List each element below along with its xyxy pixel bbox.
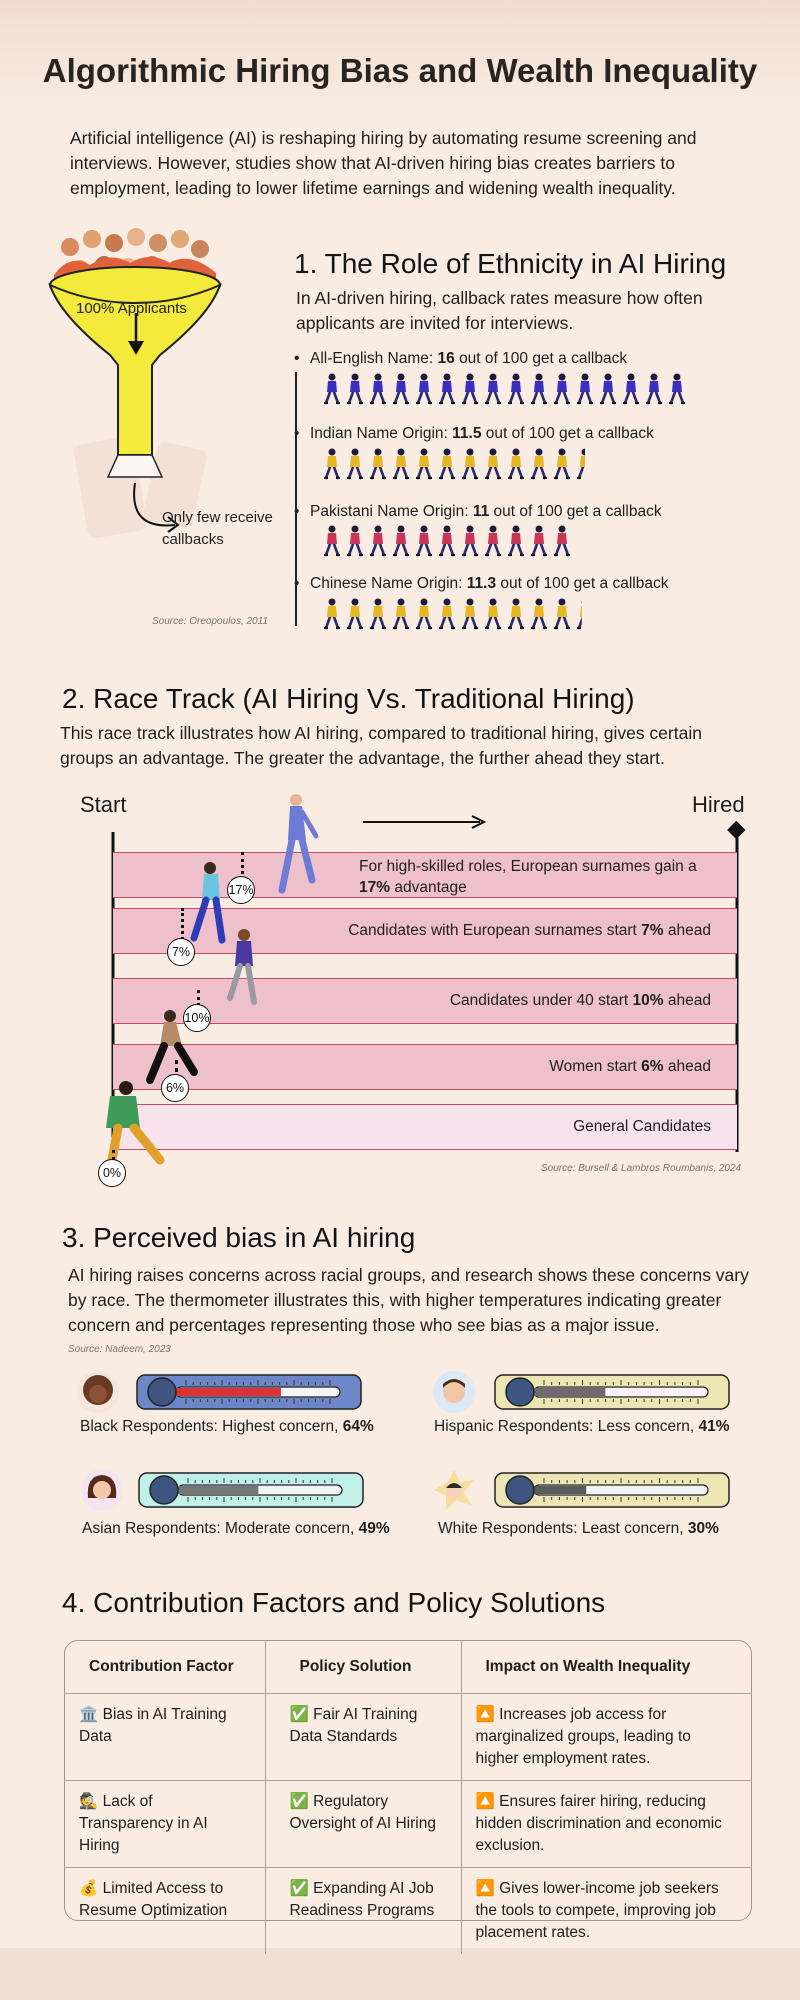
marker-line-17 [241, 852, 244, 874]
table-cell: 🔼 Ensures fairer hiring, reducing hidden discrimination and economic exclusion. [461, 1780, 751, 1867]
funnel-label: 100% Applicants [76, 300, 187, 317]
table-cell: 💰 Limited Access to Resume Optimization [65, 1867, 265, 1954]
thermometer-bulb [150, 1476, 178, 1504]
column-header: Contribution Factor [65, 1641, 265, 1693]
table-cell: ✅ Expanding AI Job Readiness Programs [265, 1867, 461, 1954]
thermometer-hispanic [494, 1372, 730, 1412]
section3-heading: 3. Perceived bias in AI hiring [62, 1222, 416, 1253]
section3-description: AI hiring raises concerns across racial groups, and research shows these concerns vary by race. The thermometer illustrates this, with higher temperatures indicating greater concern and percentages representing those who see bias as a major issue. [68, 1265, 749, 1335]
group-pakistani-label: • Pakistani Name Origin: 11 out of 100 get a callback [310, 503, 662, 521]
section4-heading: 4. Contribution Factors and Policy Solutions [62, 1587, 606, 1618]
group-chinese-label: • Chinese Name Origin: 11.3 out of 100 get a callback [310, 575, 668, 593]
thermometer-bulb [506, 1476, 534, 1504]
thermometer-white [494, 1470, 730, 1510]
hired-label: Hired [692, 792, 745, 817]
lane-general-text: General Candidates [573, 1118, 711, 1135]
marker-7: 7% [167, 938, 195, 966]
group-english-label: • All-English Name: 16 out of 100 get a callback [310, 350, 627, 368]
section2-description: This race track illustrates how AI hiring, compared to traditional hiring, gives certain groups an advantage. The greater the advantage, the further ahead they start. [60, 723, 702, 768]
lane-european-surnames-text: Candidates with European surnames start 7% ahead [348, 922, 711, 939]
thermometer-fill [534, 1486, 586, 1494]
asian-respondent-avatar [80, 1468, 124, 1512]
marker-0: 0% [98, 1159, 126, 1187]
hispanic-caption: Hispanic Respondents: Less concern, 41% [434, 1418, 730, 1435]
table-cell: 🏛️ Bias in AI Training Data [65, 1693, 265, 1780]
section1-description: In AI-driven hiring, callback rates measure how often applicants are invited for interviews. [296, 288, 703, 333]
policy-table [64, 1640, 752, 1941]
thermometer-fill [176, 1388, 281, 1396]
group-indian-label: • Indian Name Origin: 11.5 out of 100 get a callback [310, 425, 654, 443]
thermometer-bulb [148, 1378, 176, 1406]
section1-heading: 1. The Role of Ethnicity in AI Hiring [294, 248, 727, 279]
table-cell: 🔼 Gives lower-income job seekers the tools to compete, improving job placement rates. [461, 1867, 751, 1954]
table-cell: 🔼 Increases job access for marginalized groups, leading to higher employment rates. [461, 1693, 751, 1780]
white-caption: White Respondents: Least concern, 30% [438, 1520, 719, 1537]
marker-17: 17% [227, 876, 255, 904]
table-cell: ✅ Regulatory Oversight of AI Hiring [265, 1780, 461, 1867]
section2-source: Source: Bursell & Lambros Roumbanis, 2024 [541, 1163, 742, 1174]
black-caption: Black Respondents: Highest concern, 64% [80, 1418, 374, 1435]
section2-heading: 2. Race Track (AI Hiring Vs. Traditional Hiring) [62, 683, 635, 714]
table-row [65, 1693, 751, 1780]
column-header: Impact on Wealth Inequality [461, 1641, 751, 1693]
section3-source: Source: Nadeem, 2023 [68, 1344, 171, 1355]
table-cell: ✅ Fair AI Training Data Standards [265, 1693, 461, 1780]
lane-women-text: Women start 6% ahead [549, 1058, 711, 1075]
thermometer-fill [534, 1388, 605, 1396]
marker-10: 10% [183, 1004, 211, 1032]
intro-paragraph: Artificial intelligence (AI) is reshaping hiring by automating resume screening and interviews. However, studies show that AI-driven hiring bias creates barriers to employment, leading to lower lifetime earnings and widening wealth inequality. [70, 128, 697, 198]
thermometer-asian [138, 1470, 364, 1510]
marker-line-7 [181, 908, 184, 940]
asian-caption: Asian Respondents: Moderate concern, 49% [82, 1520, 390, 1537]
hispanic-respondent-avatar [432, 1370, 476, 1414]
runner-suit [282, 794, 316, 890]
start-label: Start [80, 792, 127, 817]
thermometer-fill [178, 1486, 258, 1494]
callback-label: Only few receive callbacks [162, 509, 273, 548]
lane-high-skilled-text: For high-skilled roles, European surnames gain a 17% advantage [359, 858, 697, 896]
table-row [65, 1780, 751, 1867]
section1-source: Source: Oreopoulos, 2011 [152, 616, 269, 627]
marker-line-6 [175, 1060, 178, 1072]
table-cell: 🕵️ Lack of Transparency in AI Hiring [65, 1780, 265, 1867]
table-row [65, 1867, 751, 1954]
page-title: Algorithmic Hiring Bias and Wealth Inequality [42, 52, 758, 89]
thermometer-black [136, 1372, 362, 1412]
lane-under-40-text: Candidates under 40 start 10% ahead [449, 992, 711, 1009]
white-respondent-avatar [432, 1468, 476, 1512]
table-header-row [65, 1641, 751, 1693]
marker-6: 6% [161, 1074, 189, 1102]
column-header: Policy Solution [265, 1641, 461, 1693]
black-respondent-avatar [76, 1370, 120, 1414]
thermometer-bulb [506, 1378, 534, 1406]
